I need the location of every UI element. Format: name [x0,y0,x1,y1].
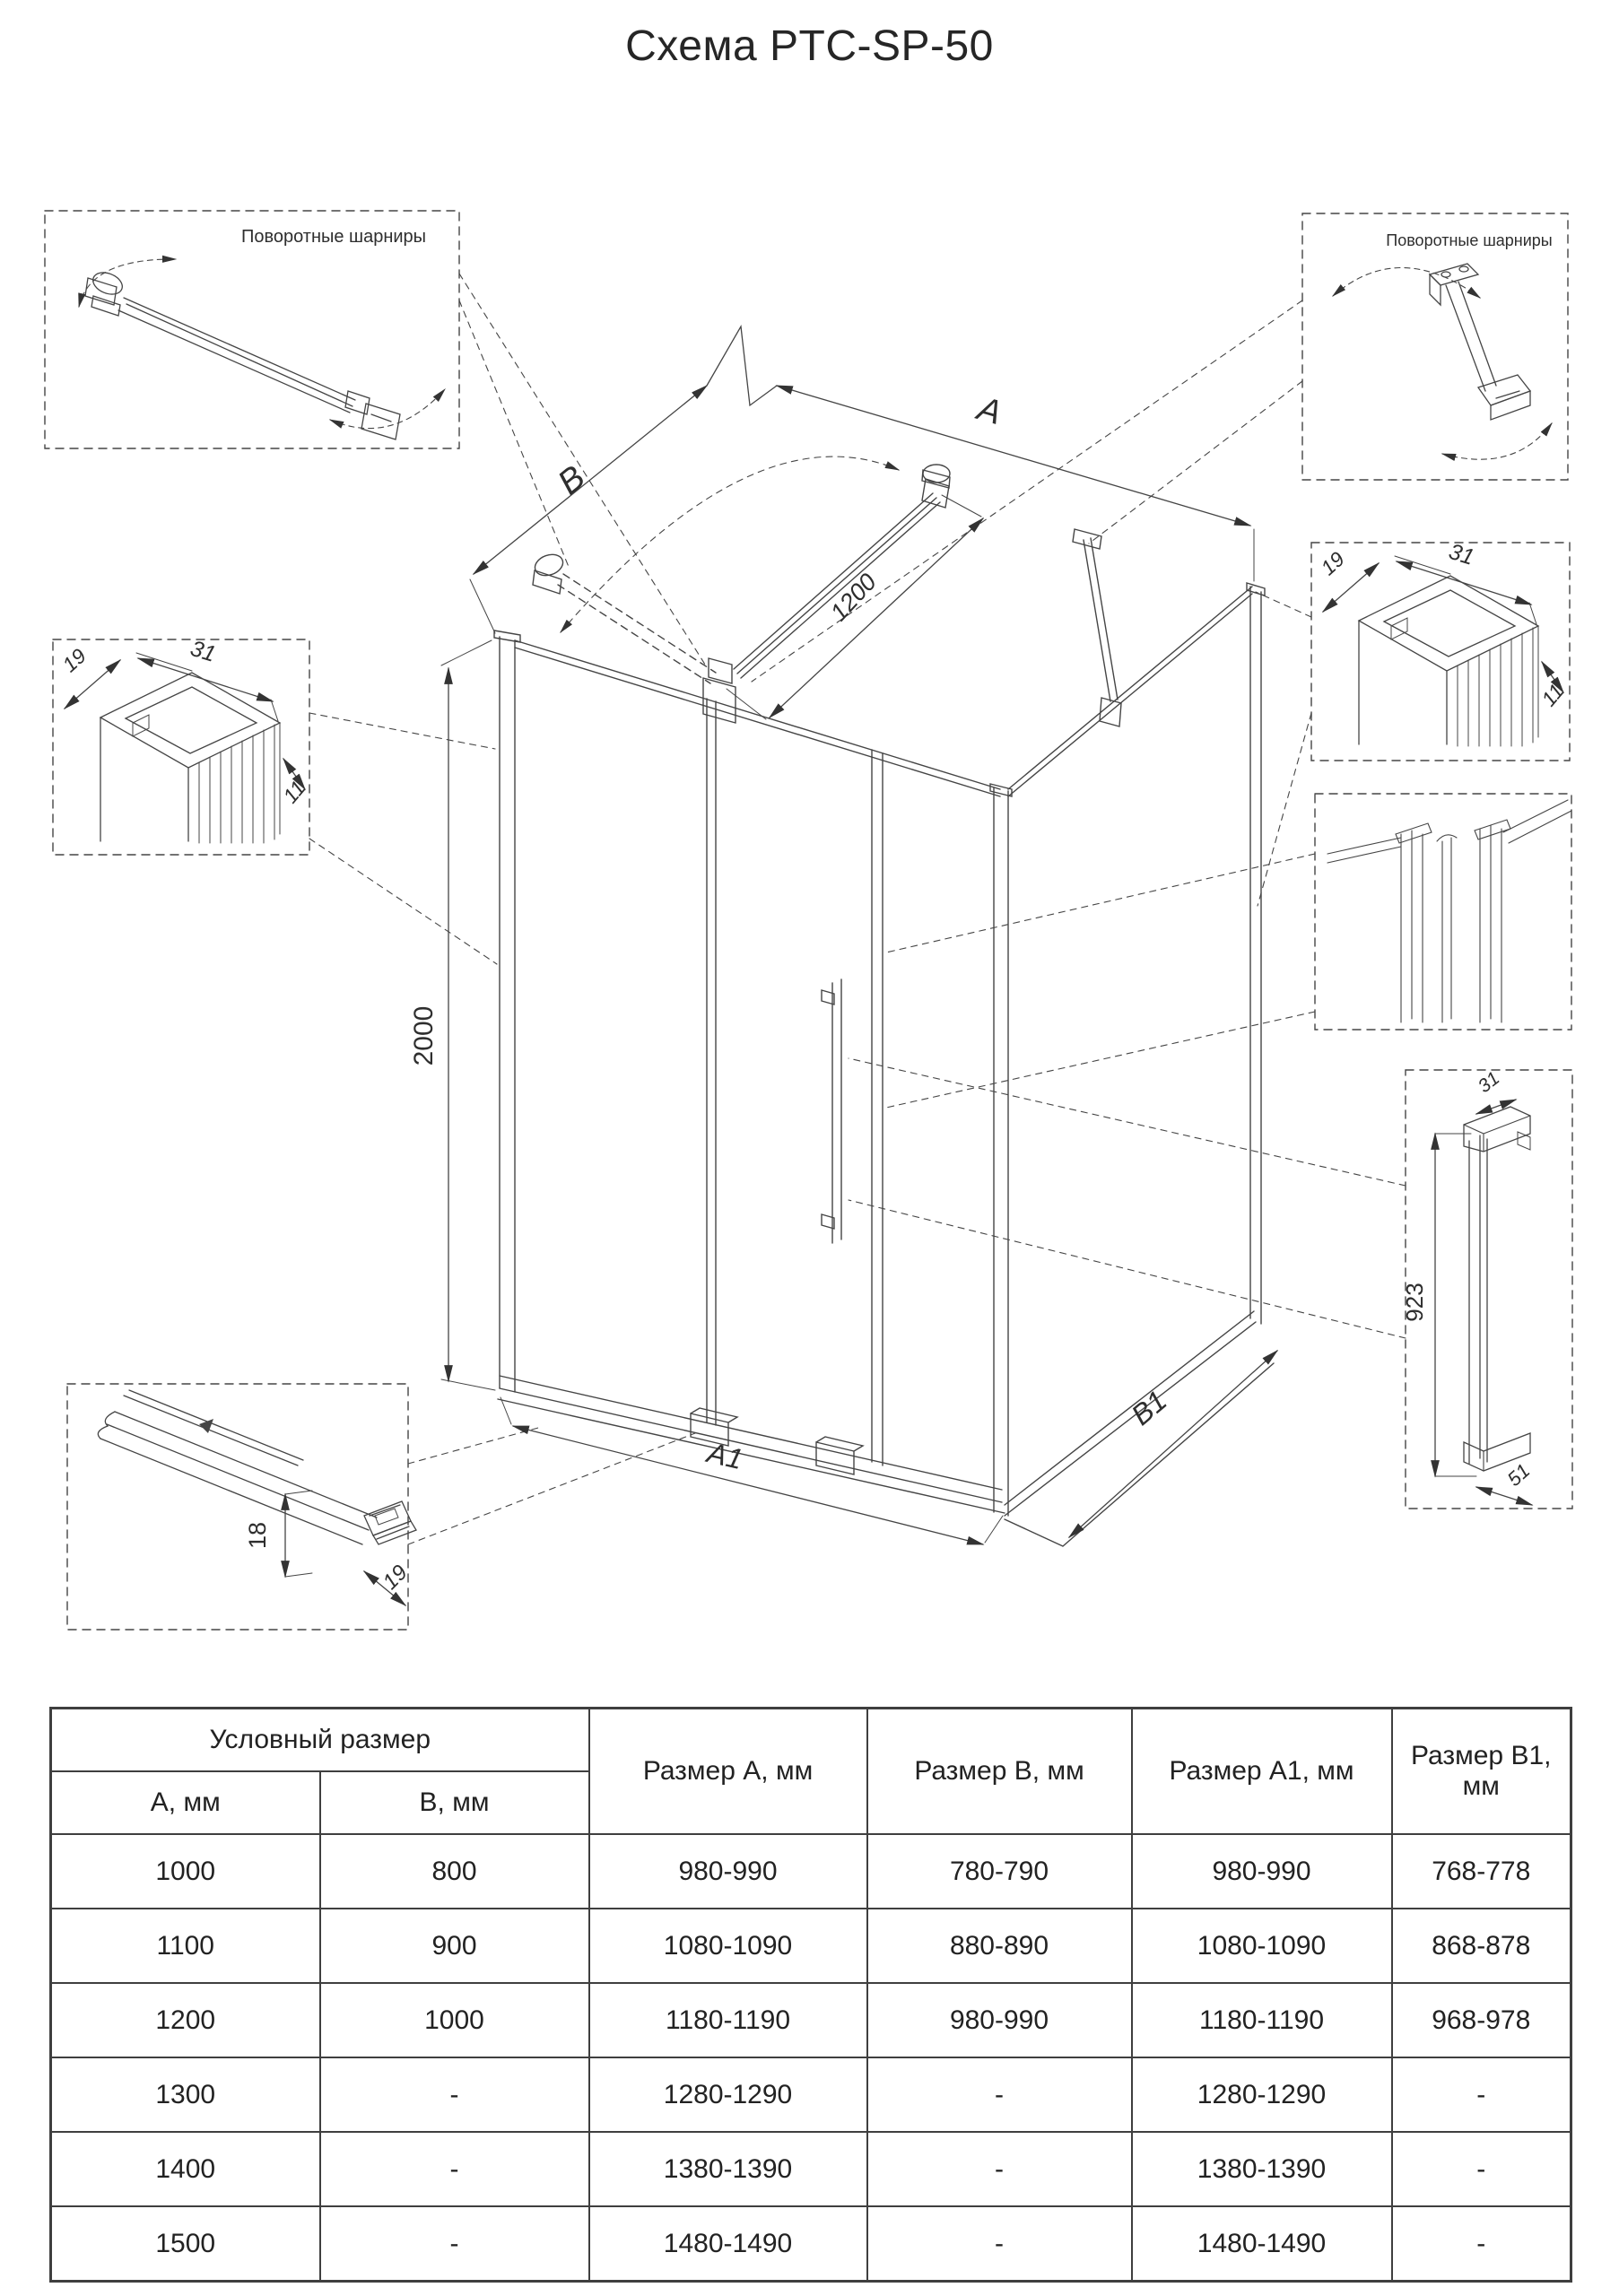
table-row [51,1834,1571,1909]
table-row [51,1983,1571,2057]
cell: 900 [320,1909,589,1983]
dim-a1: A1 [704,1436,746,1476]
rail-height-dim: 18 [244,1521,271,1550]
cell: 780-790 [867,1834,1132,1909]
pivot-hinges-label-left: Поворотные шарниры [240,227,427,247]
callout-box-glass-joint [1315,794,1571,1030]
cell: - [867,2206,1132,2282]
dim-height: 2000 [409,1005,439,1066]
header-conditional-size: Условный размер [51,1709,589,1772]
cell: 1280-1290 [1132,2057,1392,2132]
cell: 1500 [51,2206,320,2282]
cell: - [1392,2132,1571,2206]
handle-depth-dim: 51 [1502,1458,1535,1491]
cell: - [320,2132,589,2206]
page-title: Схема PTC-SP-50 [625,22,994,70]
cell: 1380-1390 [589,2132,867,2206]
header-size-b1: Размер B1, мм [1392,1709,1571,1835]
support-bars [532,457,1121,726]
header-size-a: Размер A, мм [589,1709,867,1835]
wall-profile-detail-left [57,636,309,843]
cell: - [867,2057,1132,2132]
dim-b: B [551,458,593,502]
size-table [49,1707,1572,2283]
table-row [51,2057,1571,2132]
cell: 1200 [51,1983,320,2057]
corner-post [990,784,1012,1516]
callout-box-hinge-right [1302,213,1568,480]
glass-joint-detail [1327,800,1571,1022]
cell: 980-990 [1132,1834,1392,1909]
table-row [51,2206,1571,2282]
cell: 868-878 [1392,1909,1571,1983]
dimension-lines [409,326,1277,1544]
handle-detail [1401,1068,1534,1505]
dim-b1: B1 [1125,1384,1173,1431]
schematic-drawing: 19 31 11 Поворотные шарниры Поворотные шарниры 18 19 923 31 51 B A 1200 2000 A1 B1 [0,0,1619,2296]
cell: 1000 [320,1983,589,2057]
cell: 1480-1490 [589,2206,867,2282]
cell: 1080-1090 [589,1909,867,1983]
callout-boxes [45,211,1572,1630]
callout-box-bottom-rail [67,1384,408,1630]
header-size-b: Размер B, мм [867,1709,1132,1835]
cell: 1000 [51,1834,320,1909]
cell: - [1392,2206,1571,2282]
handle-width-dim: 31 [1474,1067,1504,1098]
dim-bar-length: 1200 [824,568,882,627]
cell: - [1392,2057,1571,2132]
cell: 980-990 [867,1983,1132,2057]
cell: 768-778 [1392,1834,1571,1909]
wall-profile-detail-right [1316,539,1568,746]
cell: 1280-1290 [589,2057,867,2132]
cell: - [867,2132,1132,2206]
callout-box-handle [1406,1067,1572,1509]
header-a-mm: A, мм [51,1771,320,1834]
header-b-mm: B, мм [320,1771,589,1834]
header-size-a1: Размер A1, мм [1132,1709,1392,1835]
cell: 1380-1390 [1132,2132,1392,2206]
cell: 1180-1190 [589,1983,867,2057]
left-wall-profile [494,631,520,1392]
door-handle [822,979,841,1243]
dim-a: A [973,389,1006,433]
cell: 800 [320,1834,589,1909]
leader-lines [309,274,1406,1544]
cell: 1300 [51,2057,320,2132]
hinge-bracket-detail [1333,231,1553,459]
enclosure-drawing [494,457,1274,1546]
cell: 880-890 [867,1909,1132,1983]
hinge-bar-detail [79,227,445,439]
table-row [51,2132,1571,2206]
bottom-rail [498,1376,1005,1513]
bottom-rail-detail [98,1390,416,1605]
cell: 1100 [51,1909,320,1983]
cell: 1400 [51,2132,320,2206]
cell: 1080-1090 [1132,1909,1392,1983]
table-row [51,1909,1571,1983]
pivot-hinges-label-right: Поворотные шарниры [1386,231,1553,249]
cell: 980-990 [589,1834,867,1909]
cell: - [320,2057,589,2132]
cell: - [320,2206,589,2282]
cell: 1180-1190 [1132,1983,1392,2057]
rail-width-dim: 19 [378,1560,413,1595]
handle-length-dim: 923 [1401,1283,1428,1322]
cell: 968-978 [1392,1983,1571,2057]
cell: 1480-1490 [1132,2206,1392,2282]
